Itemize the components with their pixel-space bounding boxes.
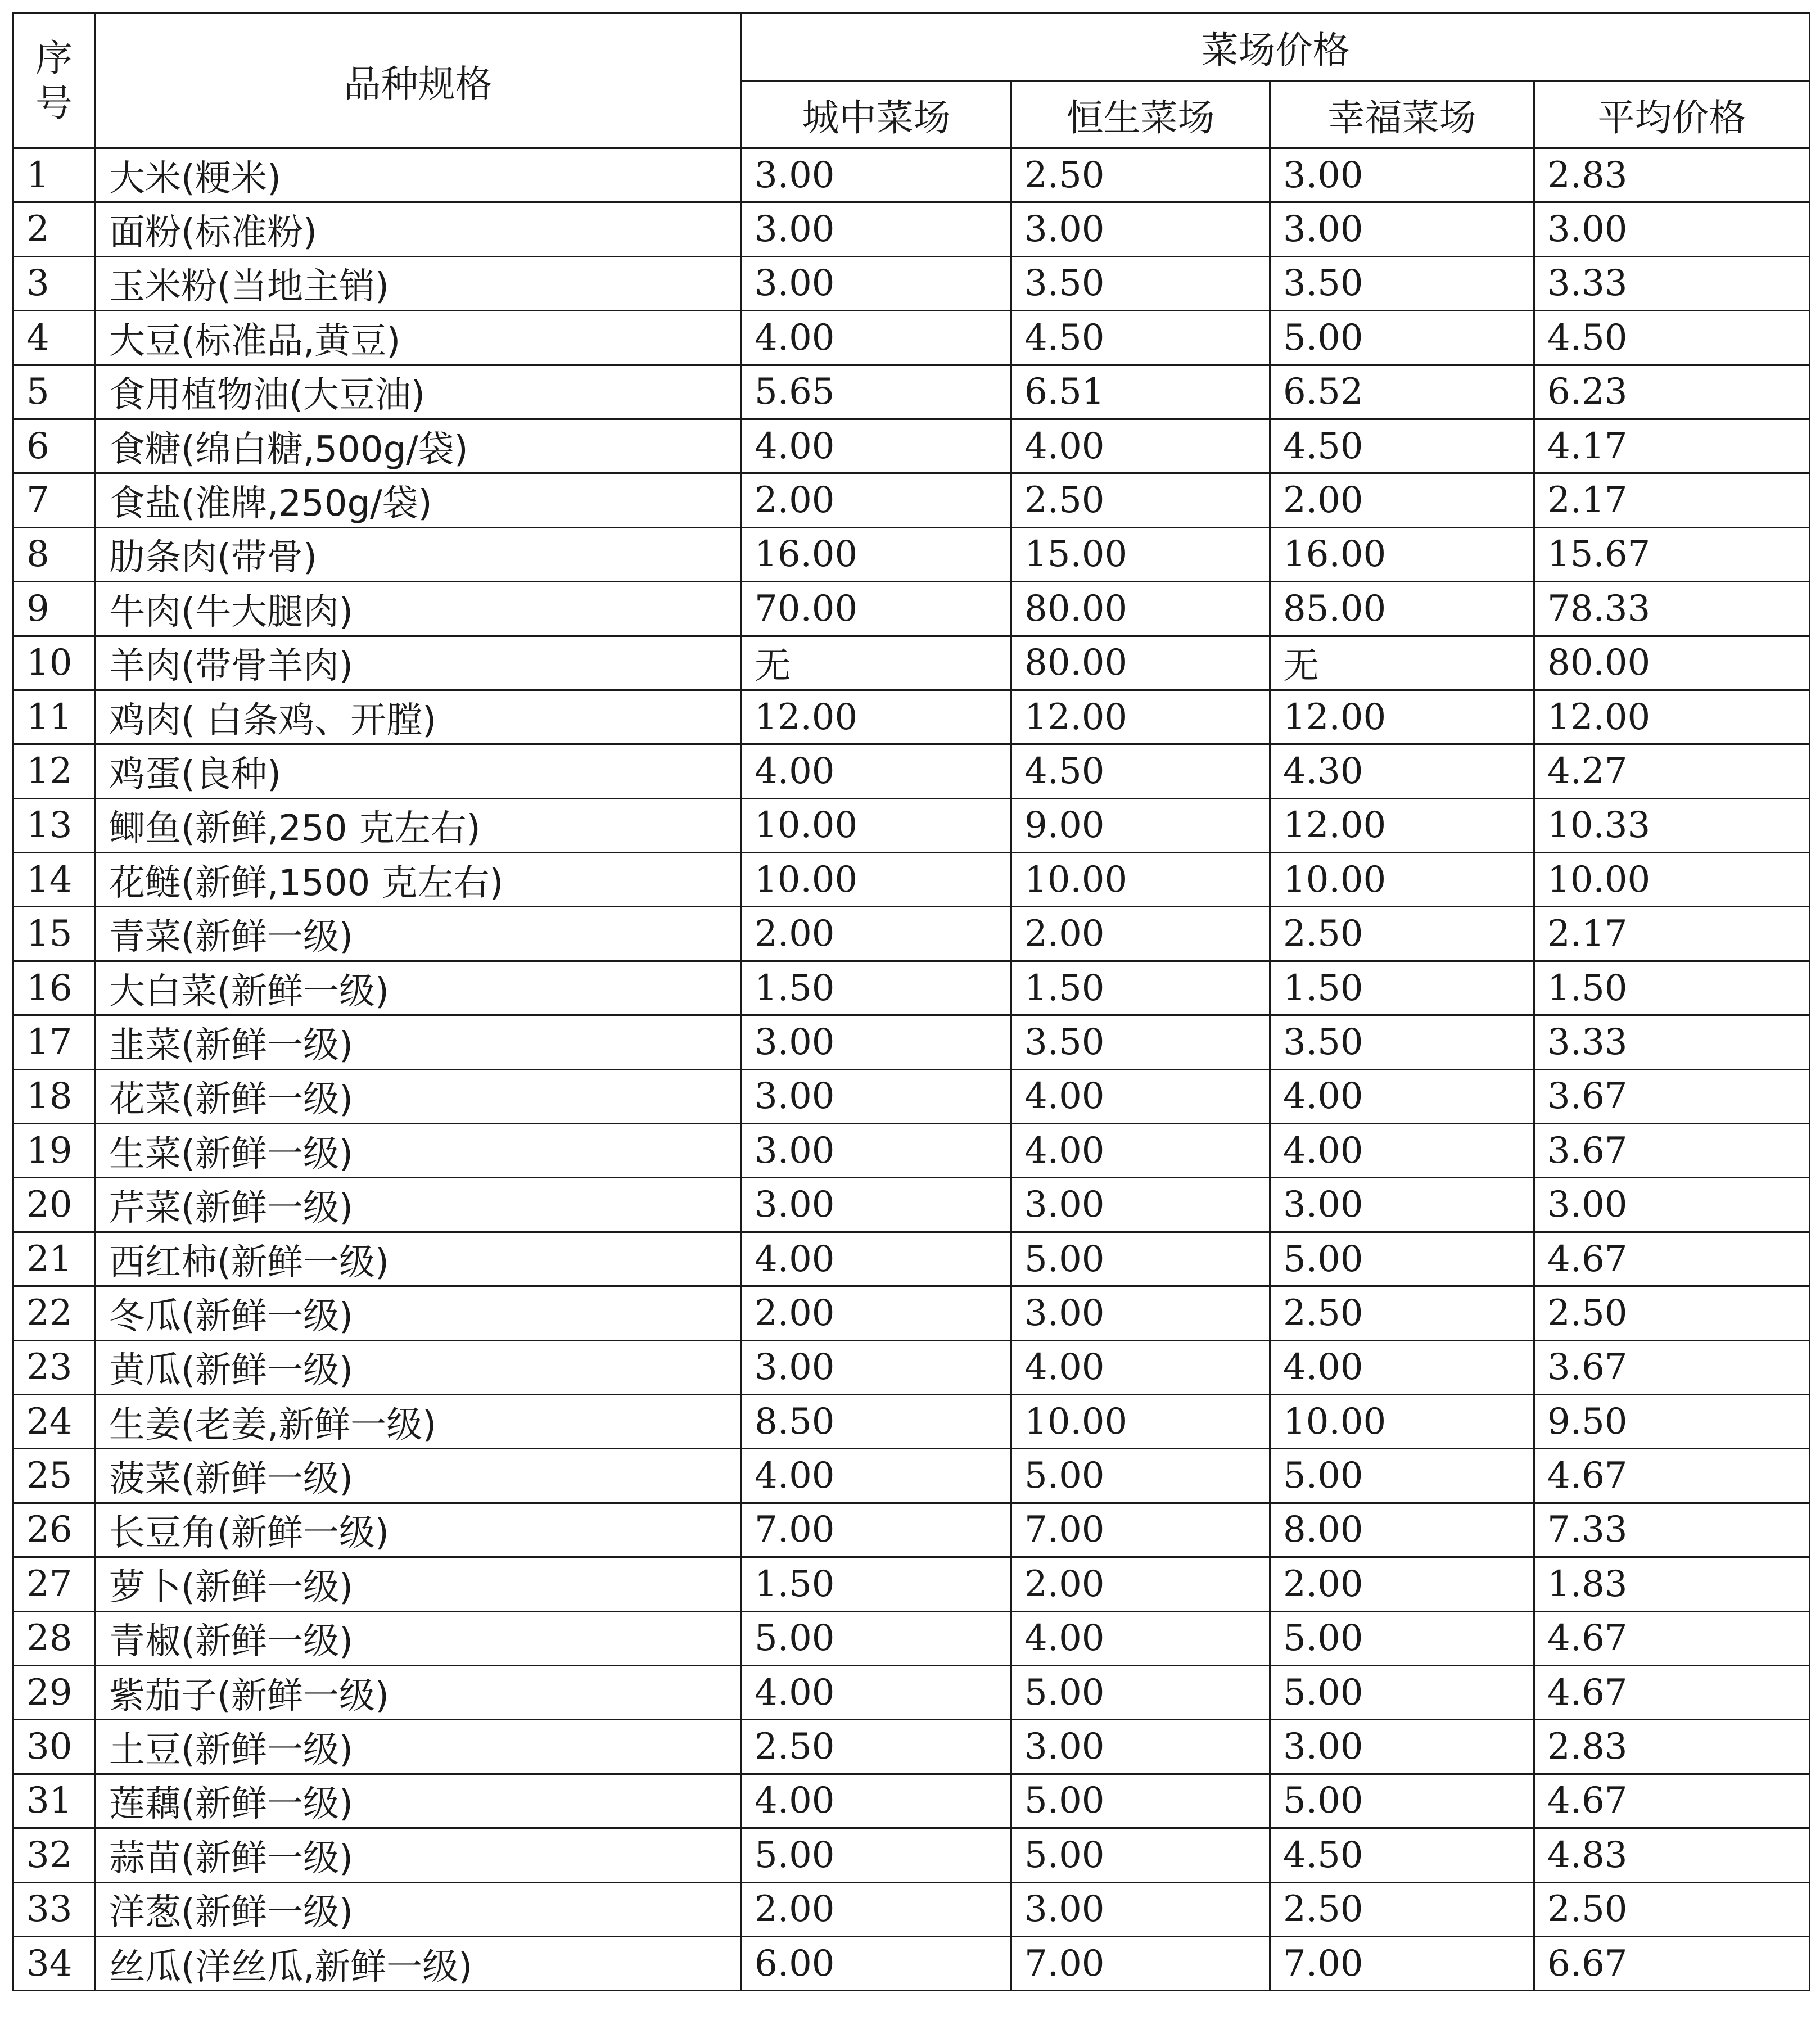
- table-row: [13, 690, 1810, 744]
- cell-seq: 22: [13, 1286, 95, 1340]
- cell-hengsheng-price: 3.50: [1011, 256, 1270, 310]
- cell-seq: 10: [13, 636, 95, 690]
- cell-xingfu-price: 5.00: [1270, 1665, 1534, 1719]
- cell-seq: 13: [13, 798, 95, 852]
- cell-average-price: 80.00: [1534, 636, 1810, 690]
- table-row: [13, 907, 1810, 961]
- cell-xingfu-price: 7.00: [1270, 1936, 1534, 1990]
- cell-chengzhong-price: 5.00: [742, 1828, 1011, 1882]
- cell-chengzhong-price: 无: [742, 636, 1011, 690]
- cell-average-price: 3.67: [1534, 1124, 1810, 1178]
- cell-seq: 11: [13, 690, 95, 744]
- cell-spec: 长豆角(新鲜一级): [95, 1503, 742, 1557]
- cell-chengzhong-price: 5.00: [742, 1611, 1011, 1665]
- cell-average-price: 3.33: [1534, 256, 1810, 310]
- cell-chengzhong-price: 12.00: [742, 690, 1011, 744]
- cell-chengzhong-price: 4.00: [742, 1449, 1011, 1503]
- table-row: [13, 1394, 1810, 1448]
- cell-spec: 洋葱(新鲜一级): [95, 1882, 742, 1936]
- cell-chengzhong-price: 10.00: [742, 853, 1011, 907]
- cell-seq: 33: [13, 1882, 95, 1936]
- cell-xingfu-price: 3.00: [1270, 1720, 1534, 1774]
- cell-xingfu-price: 16.00: [1270, 527, 1534, 581]
- cell-hengsheng-price: 10.00: [1011, 1394, 1270, 1448]
- cell-seq: 24: [13, 1394, 95, 1448]
- cell-seq: 25: [13, 1449, 95, 1503]
- cell-average-price: 3.00: [1534, 202, 1810, 256]
- cell-chengzhong-price: 3.00: [742, 1178, 1011, 1232]
- header-market-group: 菜场价格: [742, 13, 1810, 81]
- cell-chengzhong-price: 3.00: [742, 1015, 1011, 1069]
- cell-chengzhong-price: 3.00: [742, 1069, 1011, 1123]
- cell-seq: 31: [13, 1774, 95, 1828]
- cell-seq: 14: [13, 853, 95, 907]
- table-row: [13, 365, 1810, 419]
- cell-xingfu-price: 3.50: [1270, 256, 1534, 310]
- cell-seq: 23: [13, 1340, 95, 1394]
- cell-spec: 芹菜(新鲜一级): [95, 1178, 742, 1232]
- cell-spec: 土豆(新鲜一级): [95, 1720, 742, 1774]
- cell-chengzhong-price: 3.00: [742, 1340, 1011, 1394]
- cell-hengsheng-price: 4.00: [1011, 419, 1270, 473]
- cell-chengzhong-price: 4.00: [742, 744, 1011, 798]
- cell-xingfu-price: 5.00: [1270, 1232, 1534, 1286]
- table-row: [13, 1340, 1810, 1394]
- table-row: [13, 1611, 1810, 1665]
- cell-spec: 黄瓜(新鲜一级): [95, 1340, 742, 1394]
- cell-xingfu-price: 6.52: [1270, 365, 1534, 419]
- cell-hengsheng-price: 15.00: [1011, 527, 1270, 581]
- cell-seq: 4: [13, 311, 95, 365]
- cell-seq: 28: [13, 1611, 95, 1665]
- table-row: [13, 473, 1810, 527]
- cell-spec: 花鲢(新鲜,1500 克左右): [95, 853, 742, 907]
- cell-average-price: 4.67: [1534, 1774, 1810, 1828]
- cell-spec: 菠菜(新鲜一级): [95, 1449, 742, 1503]
- header-row-1: [13, 13, 1810, 81]
- cell-xingfu-price: 3.00: [1270, 148, 1534, 202]
- cell-spec: 紫茄子(新鲜一级): [95, 1665, 742, 1719]
- cell-spec: 面粉(标准粉): [95, 202, 742, 256]
- cell-xingfu-price: 1.50: [1270, 961, 1534, 1015]
- cell-spec: 西红柿(新鲜一级): [95, 1232, 742, 1286]
- cell-seq: 1: [13, 148, 95, 202]
- cell-spec: 鸡蛋(良种): [95, 744, 742, 798]
- header-market-chengzhong: 城中菜场: [742, 81, 1011, 148]
- cell-xingfu-price: 4.00: [1270, 1069, 1534, 1123]
- cell-average-price: 2.83: [1534, 148, 1810, 202]
- cell-chengzhong-price: 5.65: [742, 365, 1011, 419]
- cell-xingfu-price: 3.00: [1270, 1178, 1534, 1232]
- cell-hengsheng-price: 2.00: [1011, 1557, 1270, 1611]
- cell-seq: 21: [13, 1232, 95, 1286]
- cell-hengsheng-price: 3.00: [1011, 1178, 1270, 1232]
- cell-seq: 16: [13, 961, 95, 1015]
- cell-xingfu-price: 4.50: [1270, 419, 1534, 473]
- cell-xingfu-price: 3.00: [1270, 202, 1534, 256]
- cell-spec: 食用植物油(大豆油): [95, 365, 742, 419]
- cell-xingfu-price: 3.50: [1270, 1015, 1534, 1069]
- cell-hengsheng-price: 3.00: [1011, 202, 1270, 256]
- cell-xingfu-price: 2.50: [1270, 1882, 1534, 1936]
- cell-chengzhong-price: 3.00: [742, 256, 1011, 310]
- table-row: [13, 148, 1810, 202]
- cell-average-price: 4.67: [1534, 1232, 1810, 1286]
- cell-seq: 30: [13, 1720, 95, 1774]
- market-price-table: [12, 12, 1810, 1991]
- cell-hengsheng-price: 4.00: [1011, 1124, 1270, 1178]
- cell-xingfu-price: 2.50: [1270, 1286, 1534, 1340]
- cell-average-price: 2.17: [1534, 907, 1810, 961]
- cell-hengsheng-price: 80.00: [1011, 582, 1270, 636]
- table-row: [13, 1232, 1810, 1286]
- header-average-price: 平均价格: [1534, 81, 1810, 148]
- cell-xingfu-price: 无: [1270, 636, 1534, 690]
- table-row: [13, 1828, 1810, 1882]
- cell-seq: 2: [13, 202, 95, 256]
- cell-average-price: 2.50: [1534, 1882, 1810, 1936]
- cell-spec: 肋条肉(带骨): [95, 527, 742, 581]
- cell-hengsheng-price: 2.50: [1011, 148, 1270, 202]
- cell-spec: 青菜(新鲜一级): [95, 907, 742, 961]
- cell-chengzhong-price: 2.00: [742, 1882, 1011, 1936]
- cell-spec: 大豆(标准品,黄豆): [95, 311, 742, 365]
- cell-chengzhong-price: 3.00: [742, 1124, 1011, 1178]
- cell-hengsheng-price: 5.00: [1011, 1449, 1270, 1503]
- cell-xingfu-price: 8.00: [1270, 1503, 1534, 1557]
- cell-seq: 6: [13, 419, 95, 473]
- cell-spec: 羊肉(带骨羊肉): [95, 636, 742, 690]
- cell-hengsheng-price: 12.00: [1011, 690, 1270, 744]
- cell-hengsheng-price: 2.50: [1011, 473, 1270, 527]
- table-row: [13, 1015, 1810, 1069]
- cell-xingfu-price: 12.00: [1270, 798, 1534, 852]
- header-seq-char-1: 序: [35, 36, 73, 80]
- cell-average-price: 9.50: [1534, 1394, 1810, 1448]
- cell-spec: 青椒(新鲜一级): [95, 1611, 742, 1665]
- cell-spec: 食盐(淮牌,250g/袋): [95, 473, 742, 527]
- cell-xingfu-price: 4.00: [1270, 1340, 1534, 1394]
- cell-seq: 19: [13, 1124, 95, 1178]
- cell-average-price: 10.00: [1534, 853, 1810, 907]
- cell-average-price: 15.67: [1534, 527, 1810, 581]
- cell-average-price: 4.50: [1534, 311, 1810, 365]
- table-row: [13, 419, 1810, 473]
- table-row: [13, 744, 1810, 798]
- cell-chengzhong-price: 4.00: [742, 419, 1011, 473]
- cell-xingfu-price: 5.00: [1270, 1449, 1534, 1503]
- cell-seq: 5: [13, 365, 95, 419]
- header-market-xingfu: 幸福菜场: [1270, 81, 1534, 148]
- cell-average-price: 4.67: [1534, 1611, 1810, 1665]
- cell-hengsheng-price: 4.00: [1011, 1611, 1270, 1665]
- cell-average-price: 2.17: [1534, 473, 1810, 527]
- cell-spec: 生姜(老姜,新鲜一级): [95, 1394, 742, 1448]
- header-spec: 品种规格: [95, 13, 742, 148]
- cell-xingfu-price: 2.50: [1270, 907, 1534, 961]
- cell-chengzhong-price: 1.50: [742, 1557, 1011, 1611]
- cell-hengsheng-price: 5.00: [1011, 1232, 1270, 1286]
- cell-hengsheng-price: 3.00: [1011, 1882, 1270, 1936]
- table-row: [13, 636, 1810, 690]
- cell-chengzhong-price: 16.00: [742, 527, 1011, 581]
- cell-chengzhong-price: 3.00: [742, 202, 1011, 256]
- cell-spec: 韭菜(新鲜一级): [95, 1015, 742, 1069]
- table-row: [13, 1882, 1810, 1936]
- cell-average-price: 4.67: [1534, 1665, 1810, 1719]
- cell-average-price: 7.33: [1534, 1503, 1810, 1557]
- cell-seq: 3: [13, 256, 95, 310]
- cell-chengzhong-price: 2.00: [742, 1286, 1011, 1340]
- cell-spec: 花菜(新鲜一级): [95, 1069, 742, 1123]
- cell-spec: 生菜(新鲜一级): [95, 1124, 742, 1178]
- cell-spec: 鲫鱼(新鲜,250 克左右): [95, 798, 742, 852]
- cell-xingfu-price: 5.00: [1270, 1611, 1534, 1665]
- cell-chengzhong-price: 70.00: [742, 582, 1011, 636]
- cell-seq: 27: [13, 1557, 95, 1611]
- cell-xingfu-price: 5.00: [1270, 311, 1534, 365]
- cell-hengsheng-price: 80.00: [1011, 636, 1270, 690]
- cell-hengsheng-price: 3.00: [1011, 1286, 1270, 1340]
- cell-average-price: 6.67: [1534, 1936, 1810, 1990]
- cell-xingfu-price: 5.00: [1270, 1774, 1534, 1828]
- cell-hengsheng-price: 3.50: [1011, 1015, 1270, 1069]
- cell-spec: 大白菜(新鲜一级): [95, 961, 742, 1015]
- cell-spec: 莲藕(新鲜一级): [95, 1774, 742, 1828]
- header-seq-char-2: 号: [35, 81, 73, 125]
- cell-xingfu-price: 10.00: [1270, 1394, 1534, 1448]
- cell-hengsheng-price: 4.00: [1011, 1069, 1270, 1123]
- cell-seq: 18: [13, 1069, 95, 1123]
- cell-chengzhong-price: 4.00: [742, 1232, 1011, 1286]
- cell-xingfu-price: 2.00: [1270, 1557, 1534, 1611]
- table-row: [13, 798, 1810, 852]
- cell-chengzhong-price: 8.50: [742, 1394, 1011, 1448]
- cell-chengzhong-price: 4.00: [742, 311, 1011, 365]
- cell-seq: 7: [13, 473, 95, 527]
- cell-seq: 34: [13, 1936, 95, 1990]
- cell-chengzhong-price: 10.00: [742, 798, 1011, 852]
- cell-hengsheng-price: 5.00: [1011, 1828, 1270, 1882]
- cell-average-price: 3.67: [1534, 1340, 1810, 1394]
- table-row: [13, 1124, 1810, 1178]
- cell-average-price: 3.67: [1534, 1069, 1810, 1123]
- cell-spec: 冬瓜(新鲜一级): [95, 1286, 742, 1340]
- cell-hengsheng-price: 10.00: [1011, 853, 1270, 907]
- table-row: [13, 311, 1810, 365]
- cell-hengsheng-price: 5.00: [1011, 1665, 1270, 1719]
- table-row: [13, 961, 1810, 1015]
- cell-hengsheng-price: 4.50: [1011, 744, 1270, 798]
- cell-chengzhong-price: 3.00: [742, 148, 1011, 202]
- header-seq: [13, 13, 95, 148]
- cell-chengzhong-price: 2.00: [742, 473, 1011, 527]
- cell-chengzhong-price: 7.00: [742, 1503, 1011, 1557]
- cell-chengzhong-price: 2.00: [742, 907, 1011, 961]
- table-row: [13, 1557, 1810, 1611]
- cell-average-price: 4.27: [1534, 744, 1810, 798]
- table-row: [13, 1286, 1810, 1340]
- cell-xingfu-price: 12.00: [1270, 690, 1534, 744]
- table-row: [13, 202, 1810, 256]
- cell-average-price: 10.33: [1534, 798, 1810, 852]
- cell-spec: 牛肉(牛大腿肉): [95, 582, 742, 636]
- cell-xingfu-price: 10.00: [1270, 853, 1534, 907]
- cell-xingfu-price: 4.50: [1270, 1828, 1534, 1882]
- cell-chengzhong-price: 1.50: [742, 961, 1011, 1015]
- cell-average-price: 6.23: [1534, 365, 1810, 419]
- cell-chengzhong-price: 4.00: [742, 1665, 1011, 1719]
- cell-seq: 12: [13, 744, 95, 798]
- table-row: [13, 1936, 1810, 1990]
- cell-average-price: 1.50: [1534, 961, 1810, 1015]
- cell-average-price: 1.83: [1534, 1557, 1810, 1611]
- cell-average-price: 2.83: [1534, 1720, 1810, 1774]
- cell-spec: 丝瓜(洋丝瓜,新鲜一级): [95, 1936, 742, 1990]
- cell-average-price: 4.17: [1534, 419, 1810, 473]
- cell-seq: 15: [13, 907, 95, 961]
- cell-seq: 26: [13, 1503, 95, 1557]
- cell-average-price: 3.00: [1534, 1178, 1810, 1232]
- table-row: [13, 1774, 1810, 1828]
- cell-seq: 32: [13, 1828, 95, 1882]
- table-row: [13, 1069, 1810, 1123]
- cell-spec: 鸡肉( 白条鸡、开膛): [95, 690, 742, 744]
- cell-average-price: 3.33: [1534, 1015, 1810, 1069]
- cell-xingfu-price: 4.30: [1270, 744, 1534, 798]
- cell-xingfu-price: 85.00: [1270, 582, 1534, 636]
- cell-seq: 9: [13, 582, 95, 636]
- cell-chengzhong-price: 2.50: [742, 1720, 1011, 1774]
- cell-xingfu-price: 2.00: [1270, 473, 1534, 527]
- cell-hengsheng-price: 1.50: [1011, 961, 1270, 1015]
- cell-seq: 20: [13, 1178, 95, 1232]
- cell-spec: 食糖(绵白糖,500g/袋): [95, 419, 742, 473]
- cell-hengsheng-price: 6.51: [1011, 365, 1270, 419]
- cell-seq: 29: [13, 1665, 95, 1719]
- table-row: [13, 527, 1810, 581]
- cell-chengzhong-price: 4.00: [742, 1774, 1011, 1828]
- cell-average-price: 78.33: [1534, 582, 1810, 636]
- table-row: [13, 1503, 1810, 1557]
- table-row: [13, 582, 1810, 636]
- table-row: [13, 853, 1810, 907]
- cell-hengsheng-price: 4.00: [1011, 1340, 1270, 1394]
- cell-xingfu-price: 4.00: [1270, 1124, 1534, 1178]
- cell-average-price: 4.67: [1534, 1449, 1810, 1503]
- cell-chengzhong-price: 6.00: [742, 1936, 1011, 1990]
- header-market-hengsheng: 恒生菜场: [1011, 81, 1270, 148]
- cell-average-price: 4.83: [1534, 1828, 1810, 1882]
- cell-hengsheng-price: 2.00: [1011, 907, 1270, 961]
- cell-spec: 蒜苗(新鲜一级): [95, 1828, 742, 1882]
- table-row: [13, 1720, 1810, 1774]
- table-row: [13, 1178, 1810, 1232]
- cell-seq: 17: [13, 1015, 95, 1069]
- cell-hengsheng-price: 7.00: [1011, 1503, 1270, 1557]
- cell-hengsheng-price: 4.50: [1011, 311, 1270, 365]
- table-row: [13, 1449, 1810, 1503]
- cell-hengsheng-price: 5.00: [1011, 1774, 1270, 1828]
- cell-spec: 大米(粳米): [95, 148, 742, 202]
- table-row: [13, 1665, 1810, 1719]
- cell-spec: 萝卜(新鲜一级): [95, 1557, 742, 1611]
- cell-hengsheng-price: 9.00: [1011, 798, 1270, 852]
- cell-hengsheng-price: 3.00: [1011, 1720, 1270, 1774]
- cell-average-price: 12.00: [1534, 690, 1810, 744]
- table-row: [13, 256, 1810, 310]
- table-body: [13, 148, 1810, 1991]
- cell-average-price: 2.50: [1534, 1286, 1810, 1340]
- cell-spec: 玉米粉(当地主销): [95, 256, 742, 310]
- cell-hengsheng-price: 7.00: [1011, 1936, 1270, 1990]
- cell-seq: 8: [13, 527, 95, 581]
